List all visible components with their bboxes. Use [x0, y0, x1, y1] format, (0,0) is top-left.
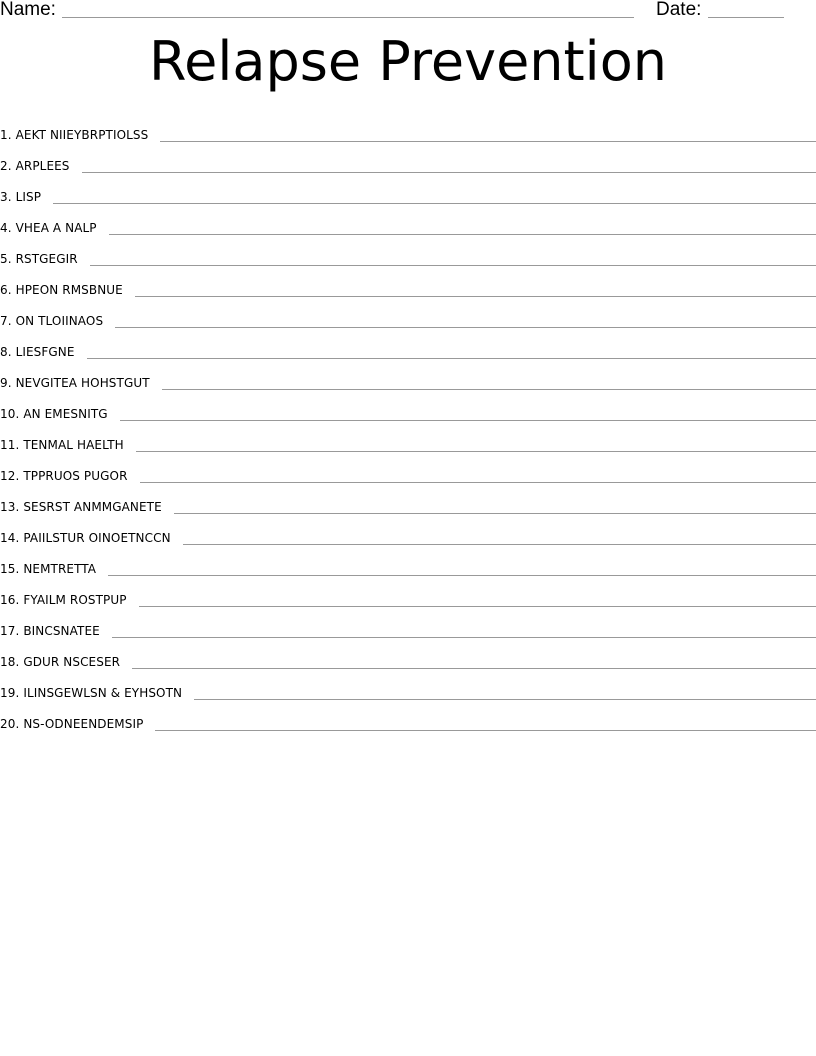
item-number: 14.: [0, 531, 20, 545]
item-number: 11.: [0, 438, 20, 452]
answer-line[interactable]: [194, 699, 816, 700]
item-number: 3.: [0, 190, 12, 204]
answer-line[interactable]: [155, 730, 816, 731]
item-number: 7.: [0, 314, 12, 328]
item-number: 9.: [0, 376, 12, 390]
item-number: 8.: [0, 345, 12, 359]
scrambled-word: [0, 530, 183, 546]
item-scramble: PAIILSTUR OINOETNCCN: [23, 531, 171, 545]
answer-line[interactable]: [183, 544, 816, 545]
item-number: 17.: [0, 624, 20, 638]
scrambled-word: [0, 375, 162, 391]
answer-line[interactable]: [132, 668, 816, 669]
item-scramble: AEKT NIIEYBRPTIOLSS: [15, 128, 149, 142]
scrambled-word: [0, 654, 132, 670]
scrambled-word: [0, 561, 108, 577]
scrambled-word: [0, 716, 155, 732]
list-item: [0, 484, 816, 515]
page-title: Relapse Prevention: [149, 30, 667, 93]
item-scramble: ARPLEES: [15, 159, 70, 173]
list-item: [0, 360, 816, 391]
list-item: [0, 701, 816, 732]
list-item: [0, 143, 816, 174]
scrambled-word: [0, 499, 174, 515]
list-item: [0, 670, 816, 701]
list-item: [0, 267, 816, 298]
answer-line[interactable]: [109, 234, 816, 235]
item-scramble: LISP: [15, 190, 42, 204]
list-item: [0, 205, 816, 236]
item-number: 19.: [0, 686, 20, 700]
scrambled-word: [0, 468, 140, 484]
answer-line[interactable]: [139, 606, 816, 607]
item-scramble: NEMTRETTA: [23, 562, 97, 576]
item-scramble: VHEA A NALP: [15, 221, 97, 235]
list-item: [0, 236, 816, 267]
item-scramble: TPPRUOS PUGOR: [23, 469, 128, 483]
item-scramble: FYAILM ROSTPUP: [23, 593, 127, 607]
item-scramble: ON TLOIINAOS: [15, 314, 104, 328]
scrambled-word: [0, 189, 53, 205]
scrambled-word: [0, 623, 112, 639]
list-item: [0, 639, 816, 670]
item-number: 4.: [0, 221, 12, 235]
item-number: 13.: [0, 500, 20, 514]
name-field-line[interactable]: [62, 17, 634, 18]
item-scramble: HPEON RMSBNUE: [15, 283, 123, 297]
list-item: [0, 329, 816, 360]
list-item: [0, 546, 816, 577]
item-scramble: NS-ODNEENDEMSIP: [23, 717, 144, 731]
list-item: [0, 453, 816, 484]
item-scramble: NEVGITEA HOHSTGUT: [15, 376, 150, 390]
item-scramble: GDUR NSCESER: [23, 655, 121, 669]
scrambled-word: [0, 158, 82, 174]
item-scramble: ILINSGEWLSN & EYHSOTN: [23, 686, 183, 700]
answer-line[interactable]: [108, 575, 816, 576]
scrambled-word: [0, 313, 115, 329]
scrambled-word: [0, 344, 87, 360]
item-number: 2.: [0, 159, 12, 173]
item-scramble: RSTGEGIR: [15, 252, 78, 266]
item-scramble: SESRST ANMMGANETE: [23, 500, 162, 514]
item-scramble: TENMAL HAELTH: [23, 438, 124, 452]
list-item: [0, 174, 816, 205]
scrambled-word: [0, 282, 135, 298]
answer-line[interactable]: [162, 389, 816, 390]
list-item: [0, 298, 816, 329]
scrambled-word: [0, 406, 120, 422]
word-scramble-list: [0, 112, 816, 732]
header-row: [0, 0, 816, 24]
name-label: Name:: [0, 0, 56, 20]
list-item: [0, 112, 816, 143]
answer-line[interactable]: [140, 482, 816, 483]
item-scramble: LIESFGNE: [15, 345, 75, 359]
item-number: 18.: [0, 655, 20, 669]
answer-line[interactable]: [90, 265, 816, 266]
answer-line[interactable]: [120, 420, 816, 421]
answer-line[interactable]: [135, 296, 816, 297]
item-scramble: BINCSNATEE: [23, 624, 100, 638]
date-label: Date:: [656, 0, 702, 20]
answer-line[interactable]: [136, 451, 816, 452]
answer-line[interactable]: [87, 358, 816, 359]
scrambled-word: [0, 592, 139, 608]
item-number: 6.: [0, 283, 12, 297]
item-number: 10.: [0, 407, 20, 421]
answer-line[interactable]: [160, 141, 816, 142]
item-number: 12.: [0, 469, 20, 483]
scrambled-word: [0, 220, 109, 236]
list-item: [0, 608, 816, 639]
list-item: [0, 515, 816, 546]
item-number: 20.: [0, 717, 20, 731]
answer-line[interactable]: [82, 172, 816, 173]
list-item: [0, 391, 816, 422]
date-field-line[interactable]: [708, 17, 784, 18]
list-item: [0, 577, 816, 608]
scrambled-word: [0, 437, 136, 453]
list-item: [0, 422, 816, 453]
answer-line[interactable]: [115, 327, 816, 328]
item-number: 1.: [0, 128, 12, 142]
item-number: 15.: [0, 562, 20, 576]
answer-line[interactable]: [174, 513, 816, 514]
item-number: 5.: [0, 252, 12, 266]
scrambled-word: [0, 685, 194, 701]
answer-line[interactable]: [112, 637, 816, 638]
scrambled-word: [0, 251, 90, 267]
answer-line[interactable]: [53, 203, 816, 204]
item-scramble: AN EMESNITG: [23, 407, 108, 421]
item-number: 16.: [0, 593, 20, 607]
scrambled-word: [0, 127, 160, 143]
